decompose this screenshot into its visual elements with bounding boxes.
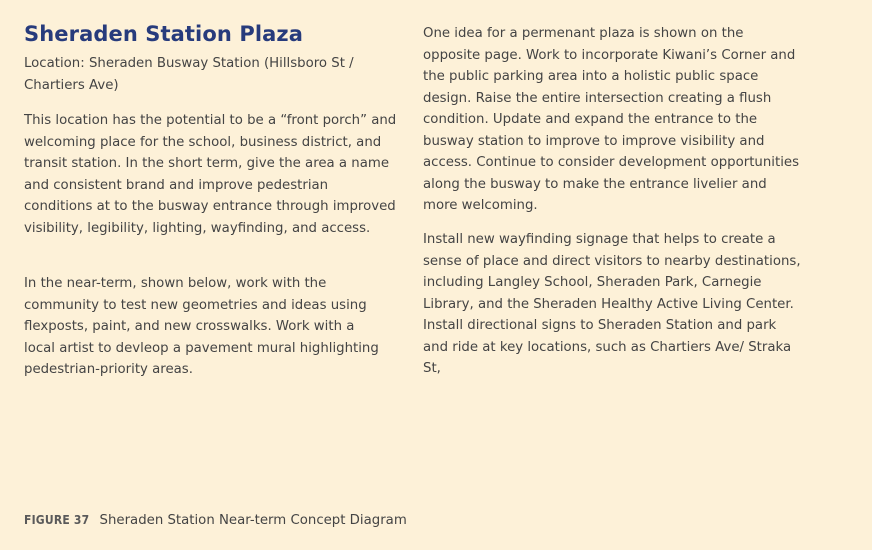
figure-caption [24,513,407,528]
left-paragraph-1: This location has the potential to be a “front porch” and welcoming place for the school, business district, and transit station. In the short term, give the area a name and consistent brand and improve pedestrian conditions at to the busway entrance through improved visibility, legibility, lighting, wayfinding, and access. [24,113,397,236]
location-text: Location: Sheraden Busway Station (Hillsboro St / Chartiers Ave) [24,56,354,93]
figure-caption-text: Sheraden Station Near-term Concept Diagram [99,513,407,528]
right-paragraph-1: One idea for a permenant plaza is shown on the opposite page. Work to incorporate Kiwani’s Corner and the public parking area into a holistic public space design. Raise the entire intersection creating a flush condition. Update and expand the entrance to the busway station to improve to improve visibility and access. Continue to consider development opportunities along the busway to make the entrance livelier and more welcoming. [423,26,800,213]
figure-label: FIGURE 37 [24,513,90,527]
right-paragraph-2: Install new wayfinding signage that helps to create a sense of place and direct visitors to nearby destinations, including Langley School, Sheraden Park, Carnegie Library, and the Sheraden Healthy Active Living Center. Install directional signs to Sheraden Station and park and ride at key locations, such as Chartiers Ave/ Straka St, [423,232,801,376]
page-title: Sheraden Station Plaza [24,22,303,46]
left-paragraph-2: In the near-term, shown below, work with the community to test new geometries and ideas using flexposts, paint, and new crosswalks. Work with a local artist to devleop a pavement mural highlighting pedestrian-priority areas. [24,276,379,377]
